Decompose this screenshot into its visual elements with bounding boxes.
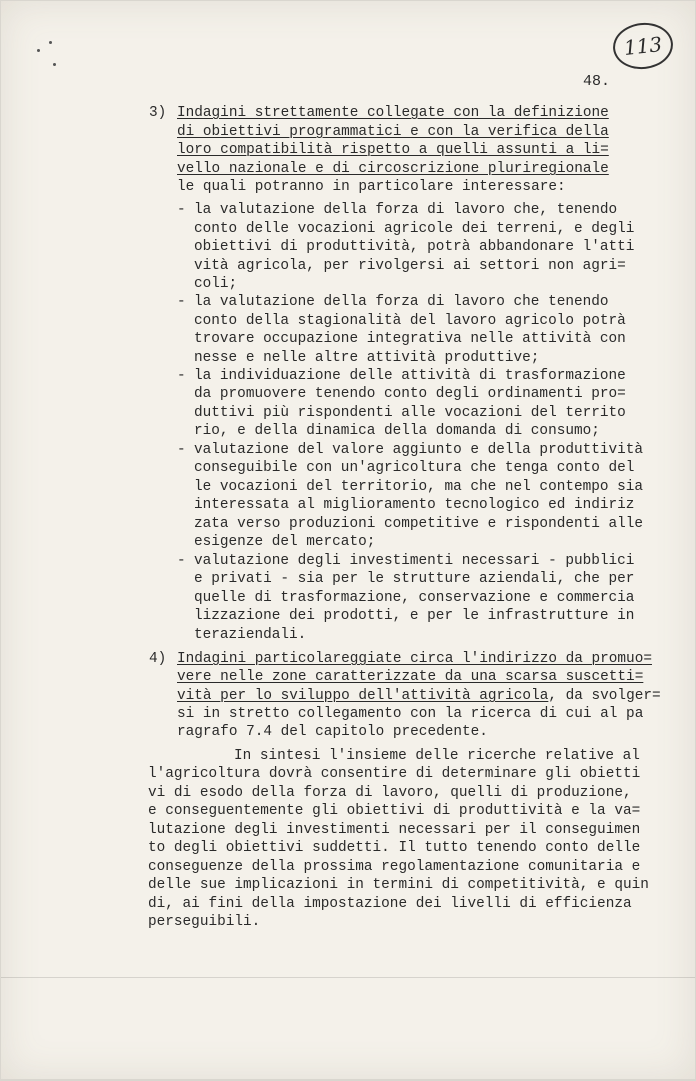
list-item-line: la valutazione della forza di lavoro che, tenendo — [194, 202, 618, 218]
list-item-line: lizzazione dei prodotti, e per le infrastrutture in — [194, 608, 635, 624]
summary-line: l'agricoltura dovrà consentire di determinare gli obietti — [148, 766, 641, 782]
summary-line: e conseguentemente gli obiettivi di produttività e la va= — [148, 803, 641, 819]
list-item-line: esigenze del mercato; — [194, 534, 376, 550]
section-line: ragrafo 7.4 del capitolo precedente. — [177, 724, 488, 740]
list-item-line: valutazione del valore aggiunto e della produttività — [194, 442, 644, 458]
section-heading-line: di obiettivi programmatici e con la verifica della — [177, 124, 609, 140]
scan-speck — [49, 41, 52, 44]
list-item-line: zata verso produzioni competitive e rispondenti alle — [194, 516, 644, 532]
stamp-number: 113 — [622, 32, 664, 60]
section-heading-line: Indagini strettamente collegate con la definizione — [177, 105, 609, 121]
page-number: 48. — [583, 73, 611, 90]
list-item-line: quelle di trasformazione, conservazione e commercia — [194, 590, 635, 606]
list-item-line: le vocazioni del territorio, ma che nel contempo sia — [194, 479, 644, 495]
list-item-line: interessata al miglioramento tecnologico ed indiriz — [194, 497, 635, 513]
summary-line: conseguenze della prossima regolamentazione comunitaria e — [148, 859, 641, 875]
section-number: 4) — [149, 651, 167, 667]
bullet-dash: - — [177, 442, 186, 458]
summary-line: In sintesi l'insieme delle ricerche relative al — [234, 748, 640, 764]
list-item-line: obiettivi di produttività, potrà abbandonare l'atti — [194, 239, 635, 255]
document-page — [1, 1, 695, 1079]
list-item-line: da promuovere tenendo conto degli ordinamenti pro= — [194, 386, 626, 402]
underlined-part: vità per lo sviluppo dell'attività agricola — [177, 688, 549, 704]
summary-line: delle sue implicazioni in termini di competitività, e quin — [148, 877, 649, 893]
line-rest: , da svolger= — [548, 688, 661, 704]
summary-line: vi di esodo della forza di lavoro, quelli di produzione, — [148, 785, 632, 801]
list-item-line: vità agricola, per rivolgersi ai settori non agri= — [194, 258, 626, 274]
list-item-line: conseguibile con un'agricoltura che tenga conto del — [194, 460, 635, 476]
scan-speck — [53, 63, 56, 66]
summary-line: to degli obiettivi suddetti. Il tutto tenendo conto delle — [148, 840, 641, 856]
list-item-line: nesse e nelle altre attività produttive; — [194, 350, 540, 366]
bullet-dash: - — [177, 294, 186, 310]
bullet-dash: - — [177, 553, 186, 569]
archive-stamp — [611, 20, 675, 72]
bullet-dash: - — [177, 202, 186, 218]
list-item-line: duttivi più rispondenti alle vocazioni del territo — [194, 405, 626, 421]
list-item-line: e privati - sia per le strutture aziendali, che per — [194, 571, 635, 587]
section-intro: le quali potranno in particolare interessare: — [177, 179, 566, 195]
summary-line: di, ai fini della impostazione dei livelli di efficienza — [148, 896, 632, 912]
section-line — [177, 687, 661, 706]
list-item-line: trovare occupazione integrativa nelle attività con — [194, 331, 626, 347]
list-item-line: coli; — [194, 276, 238, 292]
section-heading-line: loro compatibilità rispetto a quelli assunti a li= — [177, 142, 609, 158]
section-line: vere nelle zone caratterizzate da una scarsa suscetti= — [177, 669, 644, 685]
bullet-dash: - — [177, 368, 186, 384]
section-line: Indagini particolareggiate circa l'indirizzo da promuo= — [177, 651, 652, 667]
list-item-line: rio, e della dinamica della domanda di consumo; — [194, 423, 600, 439]
list-item-line: conto della stagionalità del lavoro agricolo potrà — [194, 313, 626, 329]
list-item-line: la valutazione della forza di lavoro che tenendo — [194, 294, 609, 310]
list-item-line: teraziendali. — [194, 627, 307, 643]
list-item-line: la individuazione delle attività di trasformazione — [194, 368, 626, 384]
section-line: si in stretto collegamento con la ricerca di cui al pa — [177, 706, 644, 722]
summary-line: perseguibili. — [148, 914, 261, 930]
list-item-line: conto delle vocazioni agricole dei terreni, e degli — [194, 221, 635, 237]
fold-line — [1, 977, 695, 978]
list-item-line: valutazione degli investimenti necessari - pubblici — [194, 553, 635, 569]
scan-speck — [37, 49, 40, 52]
summary-line: lutazione degli investimenti necessari per il conseguimen — [148, 822, 641, 838]
section-heading-line: vello nazionale e di circoscrizione pluriregionale — [177, 161, 609, 177]
section-number: 3) — [149, 105, 167, 121]
